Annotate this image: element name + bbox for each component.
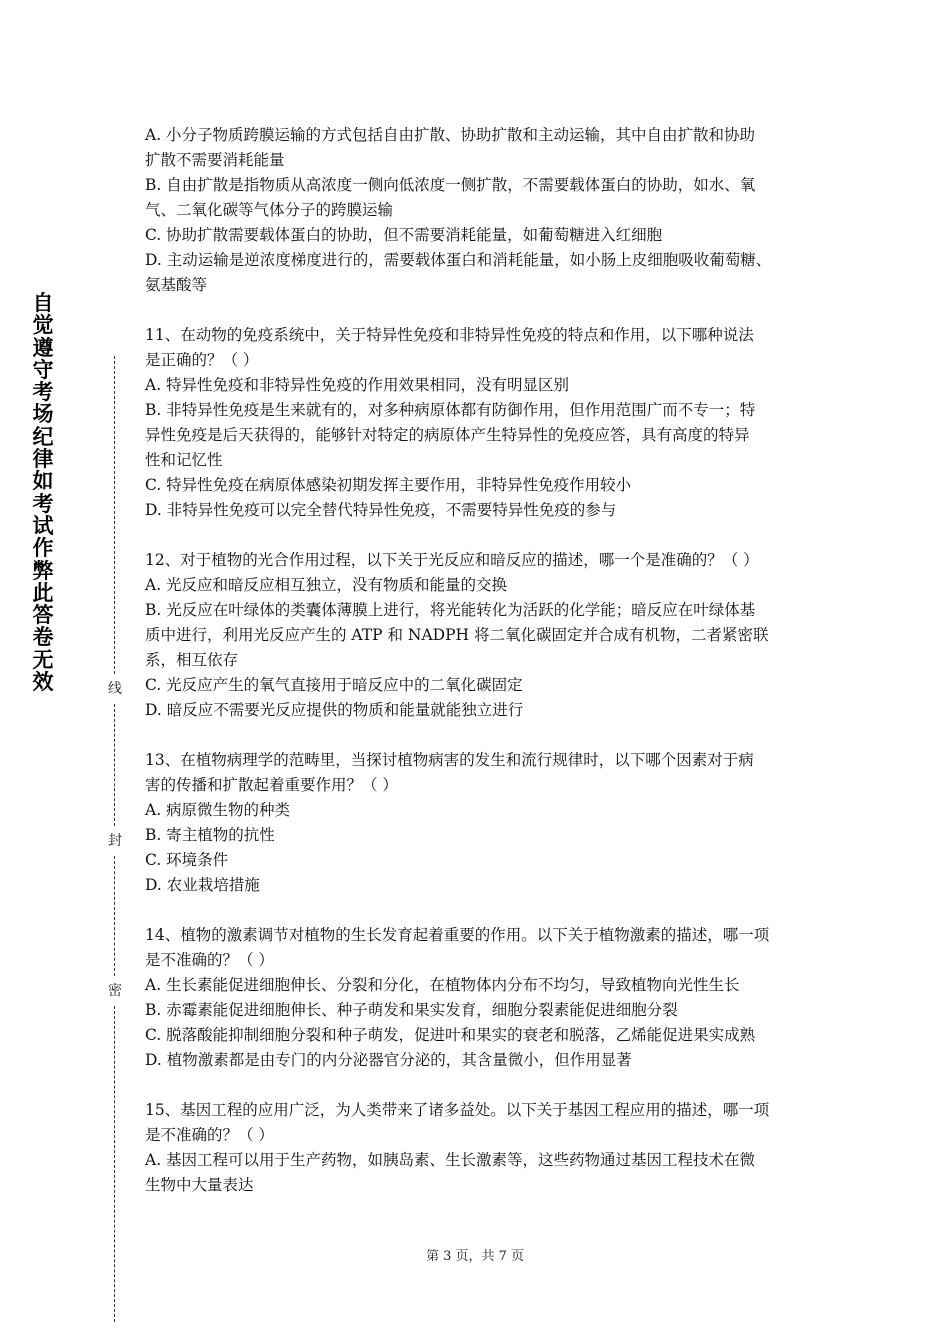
question-line: C. 脱落酸能抑制细胞分裂和种子萌发，促进叶和果实的衰老和脱落，乙烯能促进果实成熟 bbox=[145, 1026, 756, 1044]
question-block bbox=[145, 323, 820, 523]
question-line: 是正确的？（ ） bbox=[145, 351, 259, 369]
warning-char: 卷 bbox=[32, 625, 54, 650]
question-block bbox=[145, 548, 820, 723]
question-line: B. 赤霉素能促进细胞伸长、种子萌发和果实发育，细胞分裂素能促进细胞分裂 bbox=[145, 1001, 678, 1019]
dashed-segment bbox=[114, 356, 115, 674]
question-line: 质中进行，利用光反应产生的 ATP 和 NADPH 将二氧化碳固定并合成有机物，二者紧密联 bbox=[145, 626, 769, 644]
dashed-segment bbox=[114, 1006, 115, 1322]
question-line: 生物中大量表达 bbox=[145, 1176, 254, 1194]
question-line: 性和记忆性 bbox=[145, 451, 223, 469]
warning-char: 觉 bbox=[32, 313, 54, 338]
question-block bbox=[145, 748, 820, 898]
warning-char: 律 bbox=[32, 447, 54, 472]
question-line: D. 植物激素都是由专门的内分泌器官分泌的，其含量微小，但作用显著 bbox=[145, 1051, 632, 1069]
cut-mark-mi: 密 bbox=[108, 983, 122, 999]
question-spacer bbox=[145, 898, 820, 923]
question-line: B. 非特异性免疫是生来就有的，对多种病原体都有防御作用，但作用范围广而不专一；特 bbox=[145, 401, 756, 419]
question-line: C. 光反应产生的氧气直接用于暗反应中的二氧化碳固定 bbox=[145, 676, 523, 694]
question-content bbox=[145, 123, 820, 1198]
warning-char: 效 bbox=[32, 670, 54, 695]
question-line: 扩散不需要消耗能量 bbox=[145, 151, 285, 169]
question-line: D. 暗反应不需要光反应提供的物质和能量就能独立进行 bbox=[145, 701, 524, 719]
question-line: B. 光反应在叶绿体的类囊体薄膜上进行，将光能转化为活跃的化学能；暗反应在叶绿体基 bbox=[145, 601, 756, 619]
page-number-footer: 第 3 页，共 7 页 bbox=[425, 1249, 525, 1264]
question-line: A. 特异性免疫和非特异性免疫的作用效果相同，没有明显区别 bbox=[145, 376, 570, 394]
warning-char: 此 bbox=[32, 580, 54, 605]
warning-char: 纪 bbox=[32, 424, 54, 449]
exam-discipline-warning bbox=[28, 292, 58, 693]
cut-mark-feng: 封 bbox=[108, 833, 122, 849]
warning-char: 答 bbox=[32, 603, 54, 628]
warning-char: 遵 bbox=[32, 335, 54, 360]
dashed-segment bbox=[114, 704, 115, 826]
question-line: D. 主动运输是逆浓度梯度进行的，需要载体蛋白和消耗能量，如小肠上皮细胞吸收葡萄糖、 bbox=[145, 251, 772, 269]
question-line: A. 基因工程可以用于生产药物，如胰岛素、生长激素等，这些药物通过基因工程技术在微 bbox=[145, 1151, 756, 1169]
question-line: C. 环境条件 bbox=[145, 851, 229, 869]
question-spacer bbox=[145, 298, 820, 323]
question-block bbox=[145, 123, 820, 298]
question-line: C. 协助扩散需要载体蛋白的协助，但不需要消耗能量，如葡萄糖进入红细胞 bbox=[145, 226, 663, 244]
warning-char: 考 bbox=[32, 491, 54, 516]
question-line: 13、在植物病理学的范畴里，当探讨植物病害的发生和流行规律时，以下哪个因素对于病 bbox=[145, 751, 754, 769]
warning-char: 弊 bbox=[32, 558, 54, 583]
question-line: B. 自由扩散是指物质从高浓度一侧向低浓度一侧扩散，不需要载体蛋白的协助，如水、氧 bbox=[145, 176, 756, 194]
question-line: 害的传播和扩散起着重要作用？（ ） bbox=[145, 776, 398, 794]
question-line: B. 寄主植物的抗性 bbox=[145, 826, 275, 844]
binding-cut-line bbox=[108, 356, 122, 1322]
question-line: 异性免疫是后天获得的，能够针对特定的病原体产生特异性的免疫应答，具有高度的特异 bbox=[145, 426, 750, 444]
question-line: 氨基酸等 bbox=[145, 276, 208, 294]
question-block bbox=[145, 1098, 820, 1198]
warning-char: 守 bbox=[32, 357, 54, 382]
question-line: 15、基因工程的应用广泛，为人类带来了诸多益处。以下关于基因工程应用的描述，哪一项 bbox=[145, 1101, 770, 1119]
question-line: A. 病原微生物的种类 bbox=[145, 801, 291, 819]
question-line: 14、植物的激素调节对植物的生长发育起着重要的作用。以下关于植物激素的描述，哪一项 bbox=[145, 926, 770, 944]
warning-char: 场 bbox=[32, 402, 54, 427]
question-line: D. 农业栽培措施 bbox=[145, 876, 260, 894]
question-line: A. 生长素能促进细胞伸长、分裂和分化，在植物体内分布不均匀，导致植物向光性生长 bbox=[145, 976, 740, 994]
warning-char: 考 bbox=[32, 380, 54, 405]
warning-char: 作 bbox=[32, 536, 54, 561]
cut-mark-xian: 线 bbox=[108, 681, 122, 697]
question-line: 是不准确的？（ ） bbox=[145, 1126, 274, 1144]
warning-char: 如 bbox=[32, 469, 54, 494]
question-line: 11、在动物的免疫系统中，关于特异性免疫和非特异性免疫的特点和作用，以下哪种说法 bbox=[145, 326, 754, 344]
dashed-segment bbox=[114, 856, 115, 976]
question-spacer bbox=[145, 523, 820, 548]
question-line: C. 特异性免疫在病原体感染初期发挥主要作用，非特异性免疫作用较小 bbox=[145, 476, 632, 494]
question-line: A. 小分子物质跨膜运输的方式包括自由扩散、协助扩散和主动运输，其中自由扩散和协助 bbox=[145, 126, 756, 144]
warning-char: 试 bbox=[32, 513, 54, 538]
question-line: 12、对于植物的光合作用过程，以下关于光反应和暗反应的描述，哪一个是准确的？（ ） bbox=[145, 551, 759, 569]
warning-char: 自 bbox=[32, 291, 54, 315]
question-line: D. 非特异性免疫可以完全替代特异性免疫，不需要特异性免疫的参与 bbox=[145, 501, 617, 519]
question-line: 是不准确的？（ ） bbox=[145, 951, 274, 969]
question-spacer bbox=[145, 723, 820, 748]
question-block bbox=[145, 923, 820, 1073]
warning-char: 无 bbox=[32, 647, 54, 672]
question-line: 系，相互依存 bbox=[145, 651, 239, 669]
question-line: 气、二氧化碳等气体分子的跨膜运输 bbox=[145, 201, 394, 219]
question-line: A. 光反应和暗反应相互独立，没有物质和能量的交换 bbox=[145, 576, 508, 594]
question-spacer bbox=[145, 1073, 820, 1098]
